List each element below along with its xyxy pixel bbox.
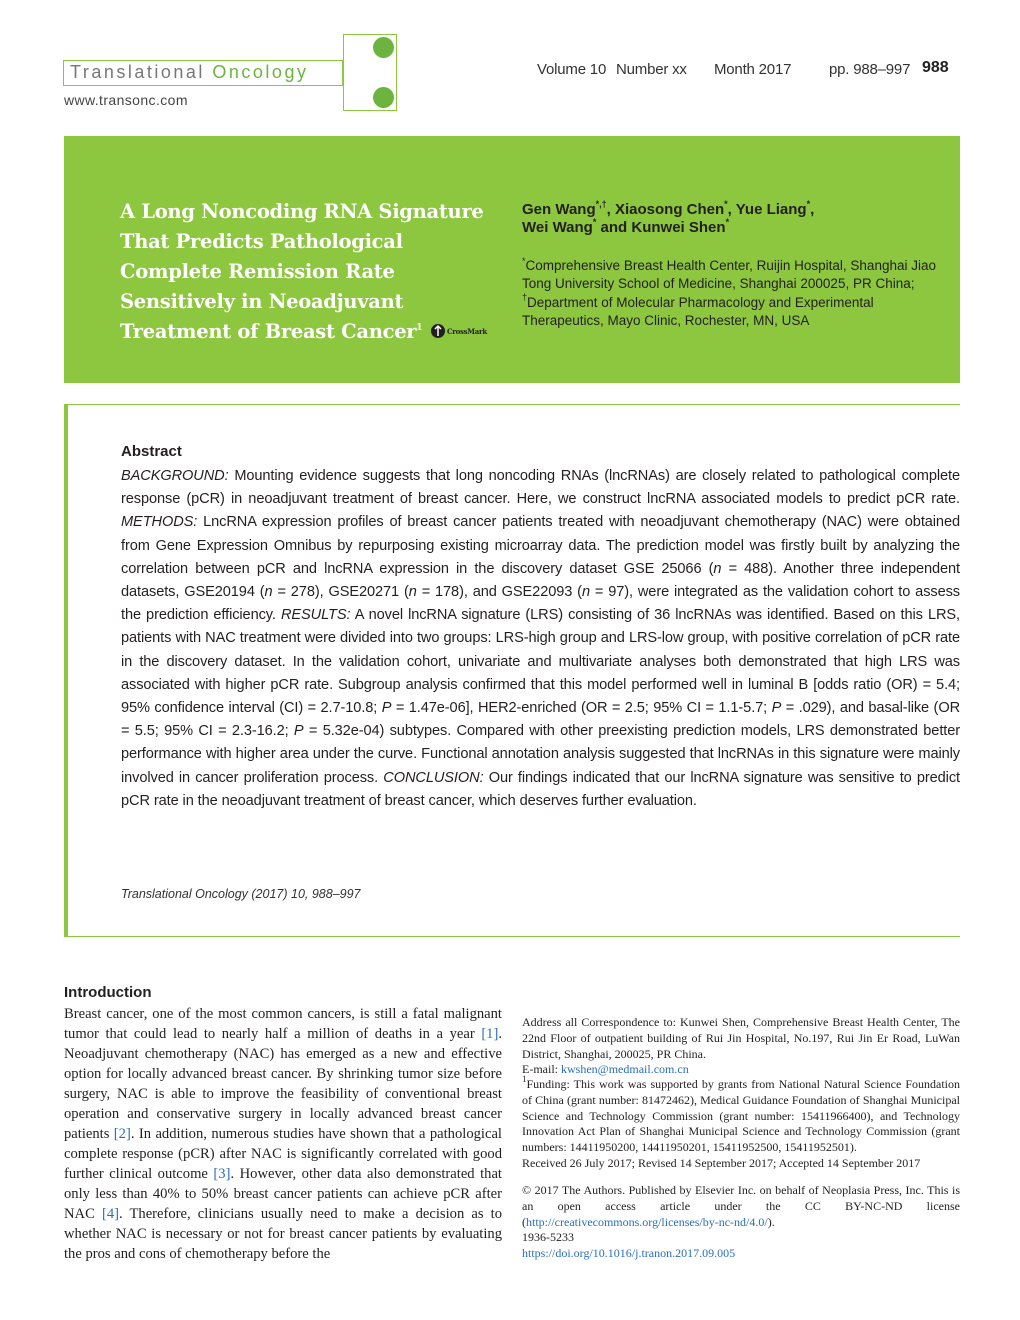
crossmark-icon[interactable] (430, 318, 488, 348)
article-citation: Translational Oncology (2017) 10, 988–997 (121, 887, 361, 901)
conclusion-label: CONCLUSION: (383, 769, 484, 786)
article-title: A Long Noncoding RNA Signature That Predicts Pathological Complete Remission Rate Sensitively in Neoadjuvant Treatment of Breast Cancer$^1$ CrossMark (120, 197, 510, 348)
abstract-heading: Abstract (121, 443, 182, 460)
journal-name: Translational Oncology (70, 62, 309, 82)
reference-link[interactable]: [1] (481, 1026, 499, 1042)
reference-link[interactable]: [2] (113, 1126, 131, 1142)
journal-url-link[interactable]: www.transonc.com (64, 92, 188, 108)
received-dates: Received 26 July 2017; Revised 14 September 2017; Accepted 14 September 2017 (522, 1156, 921, 1170)
page-number: 988 (922, 59, 949, 76)
issue-number: Number xx (616, 61, 687, 78)
journal-logo (63, 60, 343, 86)
abstract-border-top (64, 404, 960, 405)
introduction-heading: Introduction (64, 984, 152, 1001)
doi-link[interactable]: https://doi.org/10.1016/j.tranon.2017.09.005 (522, 1246, 736, 1261)
volume: Volume 10 (537, 61, 607, 78)
author[interactable]: Yue Liang (735, 201, 807, 218)
results-label: RESULTS: (280, 607, 351, 624)
reference-link[interactable]: [3] (213, 1166, 231, 1182)
correspondence-note: Address all Correspondence to: Kunwei Shen, Comprehensive Breast Health Center, The 22nd Floor of outpatient building of Rui Jin Hospital, No.197, Rui Jin Er Road, LuWan District, Shanghai, 200025, PR China. E-mail: kwshen@medmail.com.cn (522, 1015, 960, 1077)
title-band (64, 136, 960, 383)
logo-dot-top (373, 37, 394, 58)
author[interactable]: Wei Wang (522, 219, 593, 236)
background-label: BACKGROUND: (121, 468, 229, 484)
author[interactable]: Kunwei Shen (631, 219, 726, 236)
page-range: pp. 988–997 (829, 61, 911, 78)
abstract-border-left (64, 404, 68, 937)
reference-link[interactable]: [4] (101, 1206, 119, 1222)
title-footnote-marker[interactable]: 1 (416, 322, 423, 333)
issue-month: Month 2017 (714, 61, 792, 78)
introduction-body: Breast cancer, one of the most common cancers, is still a fatal malignant tumor that could lead to nearly half a million of deaths in a year [1]. Neoadjuvant chemotherapy (NAC) has emerged as a new and effective option for locally advanced breast cancer. By shrinking tumor size before surgery, NAC is able to improve the feasibility of conventional breast operation and conservative surgery in locally advanced breast cancer patients [2]. In addition, numerous studies have shown that a pathological complete response (pCR) after NAC is significantly correlated with good further clinical outcome [3]. However, other data also demonstrated that only less than 40% to 50% breast cancer patients can achieve pCR after NAC [4]. Therefore, clinicians usually need to make a decision as to whether NAC is necessary or not for breast cancer patients by evaluating the pros and cons of chemotherapy before the (64, 1006, 502, 1262)
methods-label: METHODS: (121, 514, 198, 531)
svg-text:CrossMark: CrossMark (447, 326, 488, 336)
abstract-border-bottom (64, 936, 960, 937)
author[interactable]: Xiaosong Chen (614, 201, 725, 218)
affiliations: *Comprehensive Breast Health Center, Ruijin Hospital, Shanghai Jiao Tong University School of Medicine, Shanghai 200025, PR China; †Department of Molecular Pharmacology and Experimental Therapeutics, Mayo Clinic, Rochester, MN, USA (522, 255, 936, 329)
logo-dot-bottom (373, 87, 394, 108)
abstract-body: BACKGROUND: Mounting evidence suggests that long noncoding RNAs (lncRNAs) are closely related to pathological complete response (pCR) in neoadjuvant treatment of breast cancer. Here, we construct lncRNA associated models to predict pCR rate. METHODS: LncRNA expression profiles of breast cancer patients treated with neoadjuvant chemotherapy (NAC) were obtained from Gene Expression Omnibus by repurposing existing microarray data. The prediction model was firstly built by analyzing the correlation between pCR and lncRNA expression in the discovery dataset GSE 25066 (n = 488). Another three independent datasets, GSE20194 (n = 278), GSE20271 (n = 178), and GSE22093 (n = 97), were integrated as the validation cohort to assess the prediction efficiency. RESULTS: A novel lncRNA signature (LRS) consisting of 36 lncRNAs was identified. Based on this LRS, patients with NAC treatment were divided into two groups: LRS-high group and LRS-low group, with positive correlation of pCR rate in the discovery dataset. In the validation cohort, univariate and multivariate analyses both demonstrated that high LRS was associated with higher pCR rate. Subgroup analysis confirmed that this model performed well in luminal B [odds ratio (OR) = 5.4; 95% confidence interval (CI) = 2.7-10.8; P = 1.47e-06], HER2-enriched (OR = 2.5; 95% CI = 1.1-5.7; P = .029), and basal-like (OR = 5.5; 95% CI = 2.3-16.2; P = 5.32e-04) subtypes. Compared with other preexisting prediction models, LRS demonstrated better performance with higher area under the curve. Functional annotation analysis suggested that lncRNAs in this signature were mainly involved in cancer proliferation process. CONCLUSION: Our findings indicated that our lncRNA signature was sensitive to predict pCR rate in the neoadjuvant treatment of breast cancer, which deserves further evaluation. (121, 468, 961, 809)
author-list: Gen Wang*,†, Xiaosong Chen*, Yue Liang*, Wei Wang* and Kunwei Shen* (522, 199, 815, 236)
email-link[interactable]: kwshen@medmail.com.cn (561, 1062, 689, 1077)
copyright-note: © 2017 The Authors. Published by Elsevier Inc. on behalf of Neoplasia Press, Inc. This is an open access article under the CC BY-NC-ND license (http://creativecommons.org/licenses/by-nc-nd/4.0/). 1936-5233 https://doi.org/10.1016/j.tranon.2017.09.005 (522, 1183, 960, 1261)
license-link[interactable]: http://creativecommons.org/licenses/by-nc-nd/4.0/ (526, 1214, 768, 1229)
author[interactable]: Gen Wang (522, 201, 596, 218)
funding-note: $^1$Funding: This work was supported by grants from National Natural Science Foundation of China (grant number: 81472462), Medical Guidance Foundation of Shanghai Municipal Science and Technology Commission (grant number: 15411966400), and Technology Innovation Act Plan of Shanghai Municipal Science and Technology Commission (grant numbers: 14411950200, 14411950201, 15411952500, 15411952501). (522, 1074, 960, 1155)
issn: 1936-5233 (522, 1230, 574, 1245)
